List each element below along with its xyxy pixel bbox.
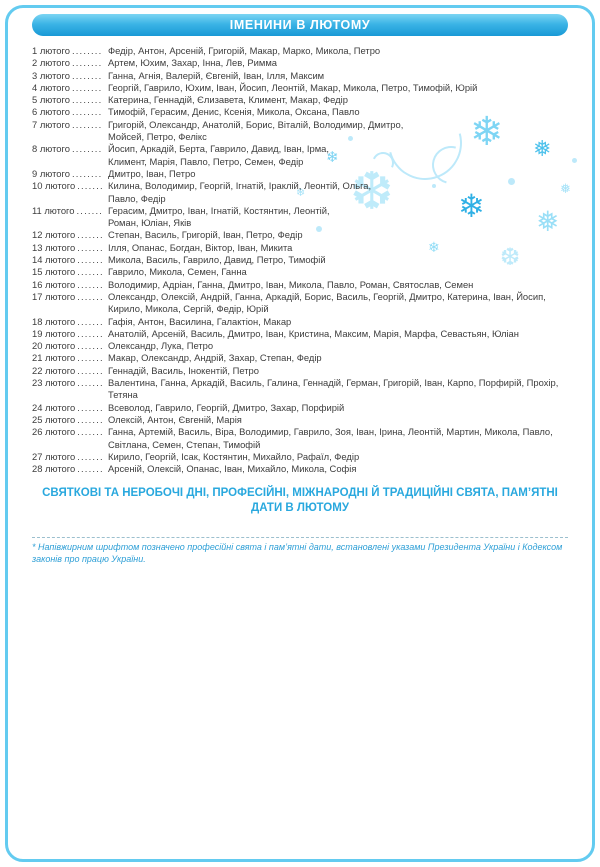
nameday-row bbox=[32, 254, 568, 266]
nameday-names: Валентина, Ганна, Аркадій, Василь, Галина, Геннадій, Герман, Григорій, Іван, Карпо, Порфирій, Прохір, Тетяна bbox=[108, 377, 559, 401]
dots-leader bbox=[77, 229, 102, 241]
dots-leader bbox=[77, 180, 102, 192]
dots-leader bbox=[77, 377, 102, 389]
dots-leader bbox=[72, 168, 102, 180]
nameday-row bbox=[32, 426, 568, 451]
nameday-row bbox=[32, 94, 568, 106]
dots-leader bbox=[77, 426, 102, 438]
nameday-row bbox=[32, 377, 568, 402]
nameday-date: 20 лютого ..... bbox=[32, 340, 108, 352]
nameday-names: Гаврило, Микола, Семен, Ганна bbox=[108, 266, 247, 278]
nameday-names: Микола, Василь, Гаврило, Давид, Петро, Тимофій bbox=[108, 254, 326, 266]
dots-leader bbox=[77, 316, 102, 328]
dots-leader bbox=[77, 340, 102, 352]
nameday-row bbox=[32, 402, 568, 414]
nameday-date: 3 лютого ..... bbox=[32, 70, 108, 82]
nameday-row bbox=[32, 229, 568, 241]
nameday-names: Федір, Антон, Арсеній, Григорій, Макар, Марко, Микола, Петро bbox=[108, 45, 381, 56]
nameday-row bbox=[32, 45, 568, 57]
nameday-row bbox=[32, 451, 568, 463]
nameday-names: Геннадій, Василь, Інокентій, Петро bbox=[108, 364, 259, 376]
dots-leader bbox=[77, 451, 102, 463]
dots-leader bbox=[72, 143, 102, 155]
nameday-row bbox=[32, 143, 337, 168]
nameday-names: Гафія, Антон, Василина, Галактіон, Макар bbox=[108, 315, 292, 327]
dots-leader bbox=[77, 328, 102, 340]
nameday-names: Ілля, Опанас, Богдан, Віктор, Іван, Микита bbox=[108, 241, 293, 253]
nameday-date: 23 лютого ..... bbox=[32, 377, 108, 389]
nameday-row bbox=[32, 242, 568, 254]
nameday-date: 16 лютого ..... bbox=[32, 279, 108, 291]
dots-leader bbox=[76, 205, 102, 217]
nameday-names: Володимир, Адріан, Ганна, Дмитро, Іван, Микола, Павло, Роман, Святослав, Семен bbox=[108, 278, 474, 290]
dots-leader bbox=[77, 463, 102, 475]
nameday-date: 5 лютого ..... bbox=[32, 94, 108, 106]
nameday-names: Макар, Олександр, Андрій, Захар, Степан, Федір bbox=[108, 352, 322, 364]
nameday-date: 21 лютого ..... bbox=[32, 352, 108, 364]
nameday-row bbox=[32, 106, 568, 118]
nameday-date: 1 лютого ..... bbox=[32, 45, 108, 57]
nameday-title: ІМЕНИНИ В ЛЮТОМУ bbox=[229, 18, 371, 32]
nameday-names: Григорій, Олександр, Анатолій, Борис, Віталій, Володимир, Дмитро, Мойсей, Петро, Фелікс bbox=[108, 118, 404, 143]
nameday-date: 27 лютого ..... bbox=[32, 451, 108, 463]
dots-leader bbox=[77, 402, 102, 414]
nameday-names: Степан, Василь, Григорій, Іван, Петро, Федір bbox=[108, 229, 303, 241]
nameday-names: Георгій, Гаврило, Юхим, Іван, Йосип, Леонтій, Макар, Микола, Петро, Тимофій, Юрій bbox=[108, 81, 478, 93]
nameday-row bbox=[32, 82, 568, 94]
dots-leader bbox=[77, 291, 102, 303]
nameday-date: 13 лютого ..... bbox=[32, 242, 108, 254]
nameday-row bbox=[32, 352, 568, 364]
dots-leader bbox=[77, 266, 102, 278]
nameday-date: 15 лютого ..... bbox=[32, 266, 108, 278]
nameday-date: 12 лютого ..... bbox=[32, 229, 108, 241]
nameday-row bbox=[32, 70, 568, 82]
nameday-date: 11 лютого ..... bbox=[32, 205, 108, 217]
dots-leader bbox=[72, 70, 102, 82]
nameday-names: Всеволод, Гаврило, Георгій, Дмитро, Захар, Порфирій bbox=[108, 401, 345, 413]
nameday-names: Олександр, Лука, Петро bbox=[108, 340, 214, 352]
nameday-date: 7 лютого ..... bbox=[32, 119, 108, 131]
nameday-date: 17 лютого ..... bbox=[32, 291, 108, 303]
nameday-row bbox=[32, 414, 568, 426]
nameday-list bbox=[32, 45, 568, 475]
nameday-row bbox=[32, 57, 568, 69]
nameday-names: Тимофій, Герасим, Денис, Ксенія, Микола, Оксана, Павло bbox=[108, 106, 360, 118]
nameday-date: 6 лютого ..... bbox=[32, 106, 108, 118]
nameday-date: 2 лютого ..... bbox=[32, 57, 108, 69]
footnote: * Напівжирним шрифтом позначено професійні свята і пам’ятні дати, встановлені указами Президента України і Кодексом законів про працю України. bbox=[32, 542, 563, 564]
nameday-names: Ганна, Артемій, Василь, Віра, Володимир, Гаврило, Зоя, Іван, Ірина, Леонтій, Мартин, Микола, Павло, Світлана, Семен, Степан, Тимофій bbox=[108, 426, 553, 450]
dots-leader bbox=[77, 254, 102, 266]
nameday-row bbox=[32, 291, 568, 316]
nameday-row bbox=[32, 316, 568, 328]
nameday-row bbox=[32, 119, 412, 144]
dots-leader bbox=[77, 352, 102, 364]
dots-leader bbox=[72, 106, 102, 118]
holidays-title: СВЯТКОВІ ТА НЕРОБОЧІ ДНІ, ПРОФЕСІЙНІ, МІЖНАРОДНІ Й ТРАДИЦІЙНІ СВЯТА, ПАМ’ЯТНІ ДАТИ В ЛЮТОМУ bbox=[42, 487, 558, 514]
nameday-date: 25 лютого ..... bbox=[32, 414, 108, 426]
nameday-row bbox=[32, 266, 568, 278]
nameday-date: 18 лютого ..... bbox=[32, 316, 108, 328]
footnote-separator bbox=[32, 537, 568, 538]
nameday-date: 24 лютого ..... bbox=[32, 402, 108, 414]
nameday-title-bar bbox=[32, 14, 568, 36]
nameday-names: Арсеній, Олексій, Опанас, Іван, Михайло, Микола, Софія bbox=[108, 463, 357, 475]
nameday-date: 19 лютого ..... bbox=[32, 328, 108, 340]
nameday-date: 22 лютого ..... bbox=[32, 365, 108, 377]
dots-leader bbox=[72, 119, 102, 131]
nameday-date: 26 лютого ..... bbox=[32, 426, 108, 438]
dots-leader bbox=[77, 242, 102, 254]
nameday-row bbox=[32, 365, 568, 377]
nameday-date: 8 лютого ..... bbox=[32, 143, 108, 155]
nameday-row bbox=[32, 180, 372, 205]
nameday-names: Килина, Володимир, Георгій, Ігнатій, Іраклій, Леонтій, Ольга, Павло, Федір bbox=[108, 180, 372, 204]
nameday-row bbox=[32, 340, 568, 352]
nameday-row bbox=[32, 279, 568, 291]
nameday-names: Олександр, Олексій, Андрій, Ганна, Аркадій, Борис, Василь, Георгій, Дмитро, Катерина, Іван, Йосип, Кирило, Микола, Сергій, Федір, Юрій bbox=[108, 290, 546, 315]
nameday-date: 28 лютого ..... bbox=[32, 463, 108, 475]
nameday-names: Йосип, Аркадій, Берта, Гаврило, Давид, Іван, Ірма, Климент, Марія, Павло, Петро, Семен, Федір bbox=[108, 143, 329, 167]
dots-leader bbox=[72, 45, 102, 57]
dots-leader bbox=[77, 279, 102, 291]
nameday-date: 4 лютого ..... bbox=[32, 82, 108, 94]
nameday-date: 14 лютого ..... bbox=[32, 254, 108, 266]
dots-leader bbox=[77, 414, 102, 426]
dots-leader bbox=[72, 82, 102, 94]
nameday-row bbox=[32, 168, 568, 180]
nameday-date: 10 лютого ..... bbox=[32, 180, 108, 192]
nameday-names: Герасим, Дмитро, Іван, Ігнатій, Костянтин, Леонтій, Роман, Юліан, Яків bbox=[108, 204, 330, 229]
nameday-row bbox=[32, 463, 568, 475]
nameday-date: 9 лютого ..... bbox=[32, 168, 108, 180]
nameday-row bbox=[32, 205, 362, 230]
dots-leader bbox=[72, 57, 102, 69]
dots-leader bbox=[77, 365, 102, 377]
nameday-names: Анатолій, Арсеній, Василь, Дмитро, Іван, Кристина, Максим, Марія, Марфа, Севастьян, Юліан bbox=[108, 327, 519, 339]
nameday-names: Катерина, Геннадій, Єлизавета, Климент, Макар, Федір bbox=[108, 94, 348, 106]
nameday-names: Артем, Юхим, Захар, Інна, Лев, Римма bbox=[108, 57, 277, 69]
nameday-names: Олексій, Антон, Євгеній, Марія bbox=[108, 413, 242, 425]
nameday-row bbox=[32, 328, 568, 340]
nameday-names: Ганна, Агнія, Валерій, Євгеній, Іван, Ілля, Максим bbox=[108, 69, 325, 81]
nameday-names: Дмитро, Іван, Петро bbox=[108, 167, 196, 179]
nameday-names: Кирило, Георгій, Ісак, Костянтин, Михайло, Рафаїл, Федір bbox=[108, 450, 360, 462]
dots-leader bbox=[72, 94, 102, 106]
